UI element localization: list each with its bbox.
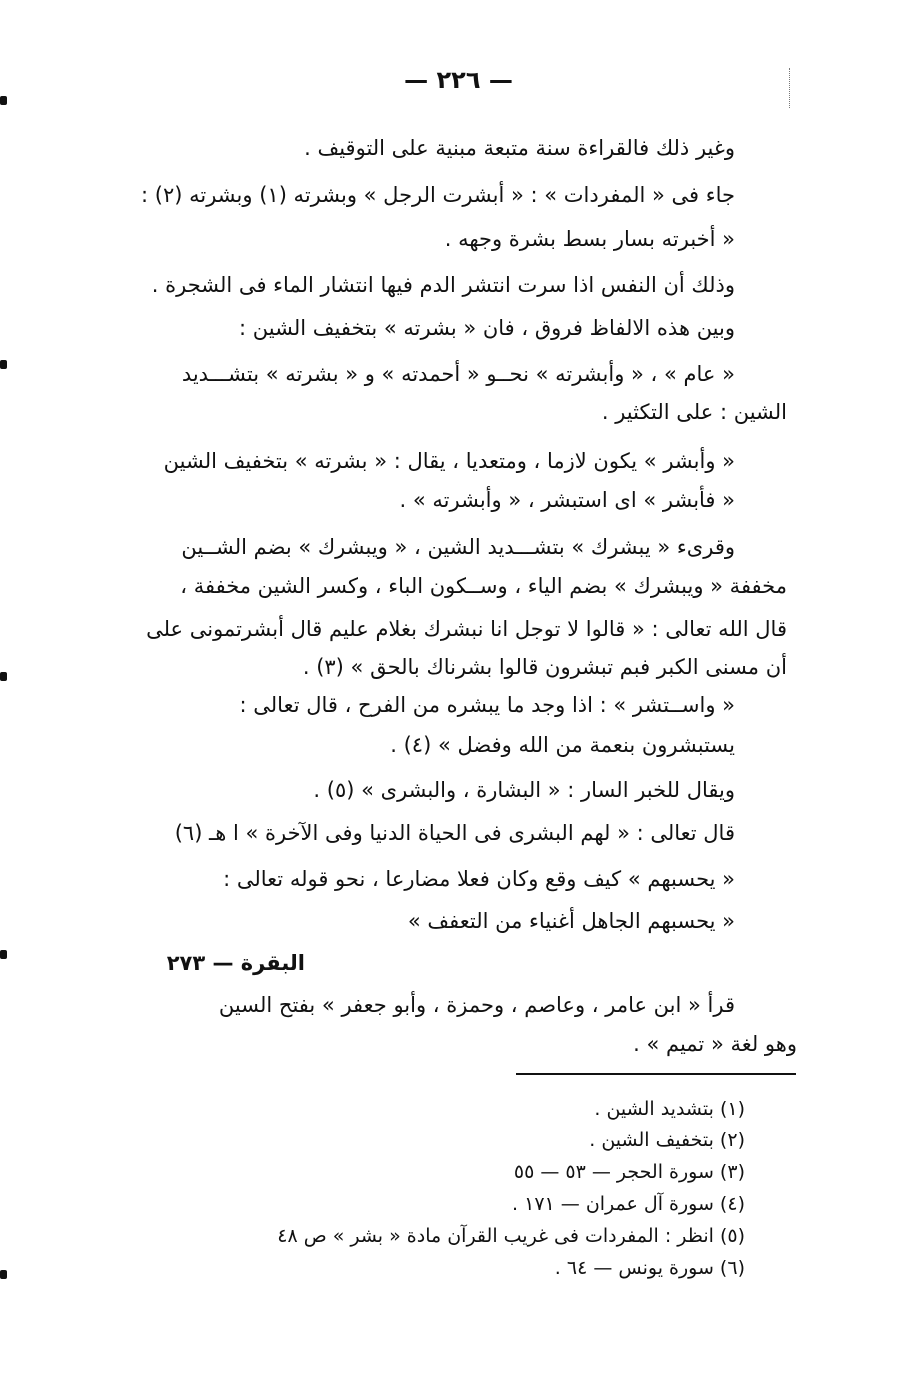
section-heading: البقرة — ٢٧٣ (166, 951, 305, 975)
body-line: « فأبشر » اى استبشر ، « وأبشرته » . (399, 488, 735, 512)
body-line: وذلك أن النفس اذا سرت انتشر الدم فيها انتشار الماء فى الشجرة . (151, 273, 735, 297)
body-line: جاء فى « المفردات » : « أبشرت الرجل » وبشرته (١) وبشرته (٢) : (141, 183, 735, 207)
footnote-divider (516, 1073, 796, 1075)
binding-mark (0, 96, 7, 105)
footnote: (٥) انظر : المفردات فى غريب القرآن مادة « بشر » ص ٤٨ (277, 1225, 745, 1247)
footnote: (١) بتشديد الشين . (594, 1098, 745, 1120)
body-line: « أخبرته بسار بسط بشرة وجهه . (444, 227, 735, 251)
body-line: مخففة « ويبشرك » بضم الياء ، وســكون الباء ، وكسر الشين مخففة ، (180, 574, 787, 598)
body-line: أن مسنى الكبر فبم تبشرون قالوا بشرناك بالحق » (٣) . (302, 655, 787, 679)
binding-mark (0, 360, 7, 369)
body-line: « عام » ، « وأبشرته » نحــو « أحمدته » و « بشرته » بتشـــديد (181, 362, 735, 386)
body-line: « واســتشر » : اذا وجد ما يبشره من الفرح ، قال تعالى : (239, 693, 735, 717)
body-line: الشين : على التكثير . (601, 400, 787, 424)
footnote: (٦) سورة يونس — ٦٤ . (554, 1257, 745, 1279)
body-line: قال تعالى : « لهم البشرى فى الحياة الدنيا وفى الآخرة » ا هـ (٦) (174, 821, 735, 845)
body-line: وبين هذه الالفاظ فروق ، فان « بشرته » بتخفيف الشين : (239, 316, 735, 340)
footnote: (٤) سورة آل عمران — ١٧١ . (512, 1193, 745, 1215)
body-line: قرأ « ابن عامر ، وعاصم ، وحمزة ، وأبو جعفر » بفتح السين (218, 993, 735, 1017)
binding-mark (0, 1270, 7, 1279)
body-line: ويقال للخبر السار : « البشارة ، والبشرى » (٥) . (313, 778, 735, 802)
body-line: وغير ذلك فالقراءة سنة متبعة مبنية على التوقيف . (304, 136, 735, 160)
body-line: وهو لغة « تميم » . (633, 1032, 797, 1056)
footnote: (٣) سورة الحجر — ٥٣ — ٥٥ (513, 1161, 745, 1183)
footnote: (٢) بتخفيف الشين . (589, 1129, 745, 1151)
body-line: يستبشرون بنعمة من الله وفضل » (٤) . (390, 733, 735, 757)
body-line: « يحسبهم الجاهل أغنياء من التعفف » (407, 909, 735, 933)
body-line: « وأبشر » يكون لازما ، ومتعديا ، يقال : « بشرته » بتخفيف الشين (163, 449, 735, 473)
body-line: وقرىء « يبشرك » بتشـــديد الشين ، « ويبشرك » بضم الشــين (181, 535, 735, 559)
page-number: — ٢٢٦ — (404, 66, 513, 94)
body-line: قال الله تعالى : « قالوا لا توجل انا نبشرك بغلام عليم قال أبشرتمونى على (146, 617, 787, 641)
binding-mark (0, 950, 7, 959)
body-line: « يحسبهم » كيف وقع وكان فعلا مضارعا ، نحو قوله تعالى : (223, 867, 735, 891)
binding-mark (0, 672, 7, 681)
